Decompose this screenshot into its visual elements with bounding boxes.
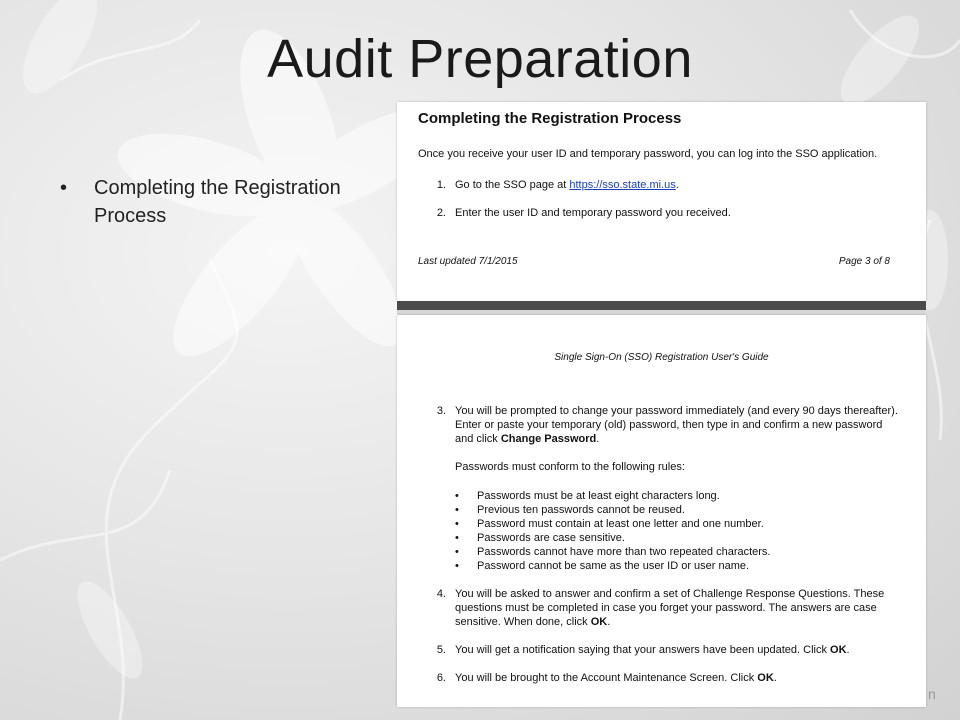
step-4 [418, 587, 898, 628]
step-3 [418, 404, 898, 445]
rules-intro: Passwords must conform to the following rules: [455, 461, 685, 473]
rule-item [455, 531, 771, 545]
step-number: 2. [436, 207, 446, 219]
step-text: You will be prompted to change your password immediately (and every 90 days thereafter). Enter or paste your temporary (old) password, then type in and confirm a new password and click [455, 405, 898, 445]
password-rules-list [455, 489, 771, 573]
rule-item [455, 517, 771, 531]
rule-item [455, 545, 771, 559]
step-2 [418, 206, 898, 220]
step-text: You will be brought to the Account Maintenance Screen. Click [455, 672, 758, 684]
step-number: 5. [436, 644, 446, 656]
step-bold: OK [757, 672, 774, 684]
step-5 [418, 643, 898, 657]
bullet-text: Completing the Registration Process [94, 177, 341, 227]
rule-item [455, 559, 771, 573]
step-1 [418, 178, 898, 192]
bullet-item [58, 174, 398, 230]
step-body [455, 587, 905, 629]
step-number: 3. [436, 405, 446, 417]
last-updated: Last updated 7/1/2015 [418, 256, 518, 267]
step-number: 6. [436, 672, 446, 684]
document-page-top [397, 102, 926, 301]
corner-mark: n [928, 686, 936, 702]
bullet-dot-icon: • [455, 532, 459, 544]
bullet-dot-icon: • [455, 490, 459, 502]
rule-text: Previous ten passwords cannot be reused. [477, 504, 685, 516]
step-text-end: . [607, 616, 611, 628]
step-body [455, 671, 905, 685]
step-6 [418, 671, 898, 685]
step-text-end: . [773, 672, 777, 684]
bullet-dot-icon: • [455, 504, 459, 516]
bullet-dot-icon: • [60, 177, 68, 199]
document-page-bottom [397, 315, 926, 707]
rule-text: Passwords must be at least eight characters long. [477, 490, 720, 502]
rule-text: Password cannot be same as the user ID or user name. [477, 560, 750, 572]
rule-text: Passwords are case sensitive. [477, 532, 625, 544]
intro-text: Once you receive your user ID and temporary password, you can log into the SSO application. [418, 148, 878, 160]
rule-text: Passwords cannot have more than two repeated characters. [477, 546, 771, 558]
step-text-end: . [596, 433, 600, 445]
step-bold: OK [590, 616, 608, 628]
bullet-dot-icon: • [455, 560, 459, 572]
rule-item [455, 503, 771, 517]
document-heading: Completing the Registration Process [418, 110, 682, 127]
bullet-dot-icon: • [455, 546, 459, 558]
rule-text: Password must contain at least one letter and one number. [477, 518, 764, 530]
page-number: Page 3 of 8 [838, 256, 890, 267]
rule-item [455, 489, 771, 503]
step-text-end: . [675, 179, 679, 191]
bullet-dot-icon: • [455, 518, 459, 530]
step-bold: Change Password [500, 433, 597, 445]
step-body [455, 178, 905, 192]
step-bold: OK [830, 644, 847, 656]
step-text: Go to the SSO page at [455, 179, 570, 191]
step-text-end: . [846, 644, 850, 656]
step-body [455, 404, 900, 446]
page-separator [397, 301, 926, 315]
step-body [455, 643, 905, 657]
guide-title: Single Sign-On (SSO) Registration User's Guide [554, 352, 769, 363]
bullet-list [58, 174, 398, 230]
slide-title: Audit Preparation [267, 29, 693, 89]
sso-link[interactable]: https://sso.state.mi.us [569, 179, 676, 191]
step-number: 4. [436, 588, 446, 600]
step-text: You will be asked to answer and confirm a set of Challenge Response Questions. These questions must be completed in case you forget your password. The answers are case sensitive. When done, click [455, 588, 885, 628]
step-number: 1. [436, 179, 446, 191]
step-text: You will get a notification saying that your answers have been updated. Click [455, 644, 831, 656]
step-text: Enter the user ID and temporary password you received. [455, 207, 731, 219]
